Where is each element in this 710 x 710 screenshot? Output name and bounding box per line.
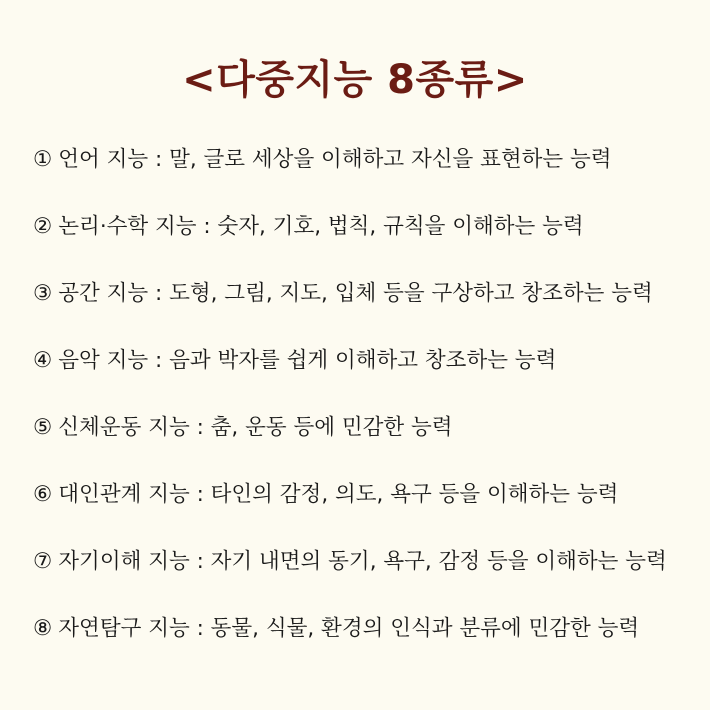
- list-item-8: [33, 609, 693, 676]
- item-text: 공간 지능 : 도형, 그림, 지도, 입체 등을 구상하고 창조하는 능력: [58, 281, 653, 306]
- item-text: 자기이해 지능 : 자기 내면의 동기, 욕구, 감정 등을 이해하는 능력: [58, 549, 667, 574]
- list-item-3: [33, 274, 693, 341]
- list-item-7: [33, 542, 693, 609]
- item-text: 언어 지능 : 말, 글로 세상을 이해하고 자신을 표현하는 능력: [58, 147, 612, 172]
- item-text: 논리·수학 지능 : 숫자, 기호, 법칙, 규칙을 이해하는 능력: [58, 214, 584, 239]
- list-item-4: [33, 341, 693, 408]
- item-text: 자연탐구 지능 : 동물, 식물, 환경의 인식과 분류에 민감한 능력: [58, 616, 640, 641]
- item-number: ⑥: [33, 482, 53, 507]
- item-number: ⑤: [33, 415, 53, 440]
- item-number: ②: [33, 214, 53, 239]
- page-title: <다중지능 8종류>: [182, 57, 528, 103]
- intelligence-list: [33, 140, 693, 676]
- list-item-1: [33, 140, 693, 207]
- item-number: ③: [33, 281, 53, 306]
- item-number: ⑦: [33, 549, 53, 574]
- list-item-5: [33, 408, 693, 475]
- item-text: 음악 지능 : 음과 박자를 쉽게 이해하고 창조하는 능력: [58, 348, 557, 373]
- item-text: 신체운동 지능 : 춤, 운동 등에 민감한 능력: [58, 415, 453, 440]
- item-number: ④: [33, 348, 53, 373]
- item-text: 대인관계 지능 : 타인의 감정, 의도, 욕구 등을 이해하는 능력: [58, 482, 619, 507]
- item-number: ⑧: [33, 616, 53, 641]
- list-item-6: [33, 475, 693, 542]
- item-number: ①: [33, 147, 53, 172]
- list-item-2: [33, 207, 693, 274]
